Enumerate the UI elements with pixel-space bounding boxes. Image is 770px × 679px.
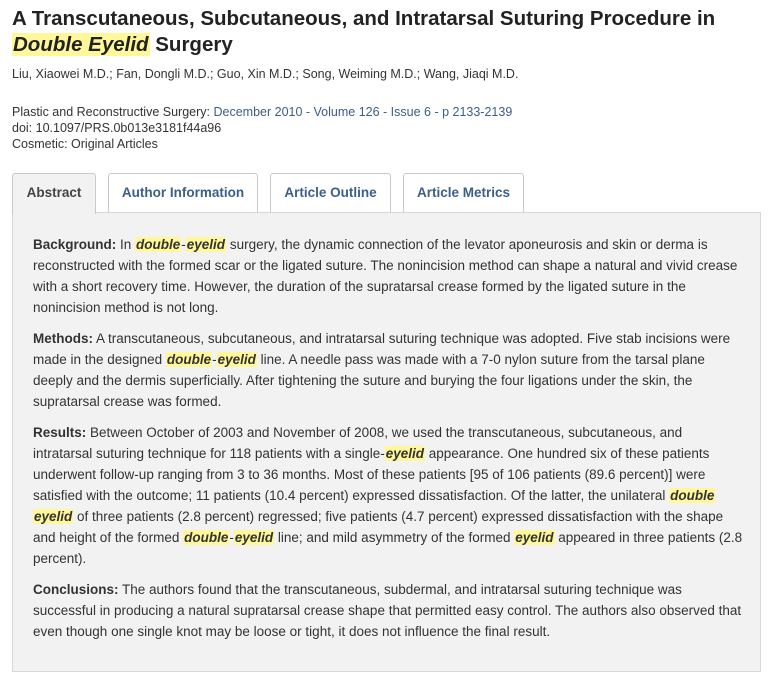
search-highlight: eyelid <box>217 352 256 367</box>
abstract-panel <box>12 212 761 672</box>
text-run: The authors found that the transcutaneous, subdermal, and intratarsal suturing technique was successful in producing a natural supratarsal crease shape that permitted easy control. The authors also observed that even though one single knot may be loose or tight, it does not influence the final result. <box>33 582 742 639</box>
article-title <box>12 6 762 58</box>
search-highlight: double <box>670 488 715 503</box>
doi: doi: 10.1097/PRS.0b013e3181f44a96 <box>12 121 222 135</box>
journal-issue-link[interactable]: December 2010 - Volume 126 - Issue 6 - p 2133-2139 <box>213 105 513 119</box>
section-label: Results: <box>33 425 87 440</box>
abstract-background <box>33 234 745 318</box>
search-highlight: double <box>166 352 212 367</box>
tab-article-metrics[interactable]: Article Metrics <box>403 173 524 213</box>
journal-line <box>12 104 512 120</box>
tab-author-information[interactable]: Author Information <box>108 173 258 213</box>
author-list: Liu, Xiaowei M.D.; Fan, Dongli M.D.; Guo, Xin M.D.; Song, Weiming M.D.; Wang, Jiaqi M.D. <box>12 67 519 81</box>
abstract-results <box>33 422 745 569</box>
text-run: line. A needle pass was made with a 7-0 nylon suture from the tarsal plane deeply and the dermis superficially. After tightening the suture and burying the four ligations under the skin, the supratarsal crease was formed. <box>33 352 705 409</box>
title-search-highlight: Double Eyelid <box>13 33 149 56</box>
tab-article-outline[interactable]: Article Outline <box>270 173 391 213</box>
search-highlight: eyelid <box>234 530 274 545</box>
abstract-conclusions <box>33 579 745 642</box>
section-label: Background: <box>33 237 117 252</box>
text-run: appeared in three patients (2.8 percent). <box>33 530 743 566</box>
search-highlight: eyelid <box>385 446 424 461</box>
abstract-methods <box>33 328 745 412</box>
tab-abstract[interactable]: Abstract <box>12 173 96 214</box>
title-text-1: A Transcutaneous, Subcutaneous, and Intratarsal Suturing Procedure in <box>12 7 716 30</box>
text-run: A transcutaneous, subcutaneous, and intratarsal suturing technique was adopted. Five stab incisions were made in the designed <box>33 331 731 367</box>
journal-name: Plastic and Reconstructive Surgery: <box>12 105 214 119</box>
search-highlight: eyelid <box>34 509 73 524</box>
search-highlight: double <box>136 237 181 252</box>
text-run: appearance. One hundred six of these patients underwent follow-up ranging from 3 to 36 months. Most of these patients [95 of 106 patients (89.6 percent)] were satisfied with the outcome; 11 patients (10.4 percent) expressed dissatisfaction. Of the latter, the unilateral <box>33 446 710 503</box>
text-run: line; and mild asymmetry of the formed <box>274 530 515 545</box>
text-run: - <box>229 530 234 545</box>
article-meta <box>12 104 512 152</box>
article-category: Cosmetic: Original Articles <box>12 137 158 151</box>
text-run: - <box>181 237 186 252</box>
text-run: Between October of 2003 and November of 2008, we used the transcutaneous, subcutaneous, and intratarsal suturing technique for 118 patients with a single- <box>33 425 683 461</box>
text-run: In <box>116 237 136 252</box>
search-highlight: eyelid <box>186 237 226 252</box>
section-label: Conclusions: <box>33 582 119 597</box>
search-highlight: eyelid <box>515 530 554 545</box>
section-label: Methods: <box>33 331 93 346</box>
search-highlight: double <box>184 530 229 545</box>
text-run: - <box>212 352 217 367</box>
text-run: surgery, the dynamic connection of the levator aponeurosis and skin or derma is reconstructed with the formed scar or the ligated suture. The nonincision method can shape a natural and vivid crease with a short recovery time. However, the duration of the supratarsal crease formed by the ligated suture in the nonincision method is not long. <box>33 237 738 315</box>
title-text-2: Surgery <box>149 33 233 56</box>
text-run: of three patients (2.8 percent) regressed; five patients (4.7 percent) expressed dissatisfaction with the shape and height of the formed <box>33 509 724 545</box>
